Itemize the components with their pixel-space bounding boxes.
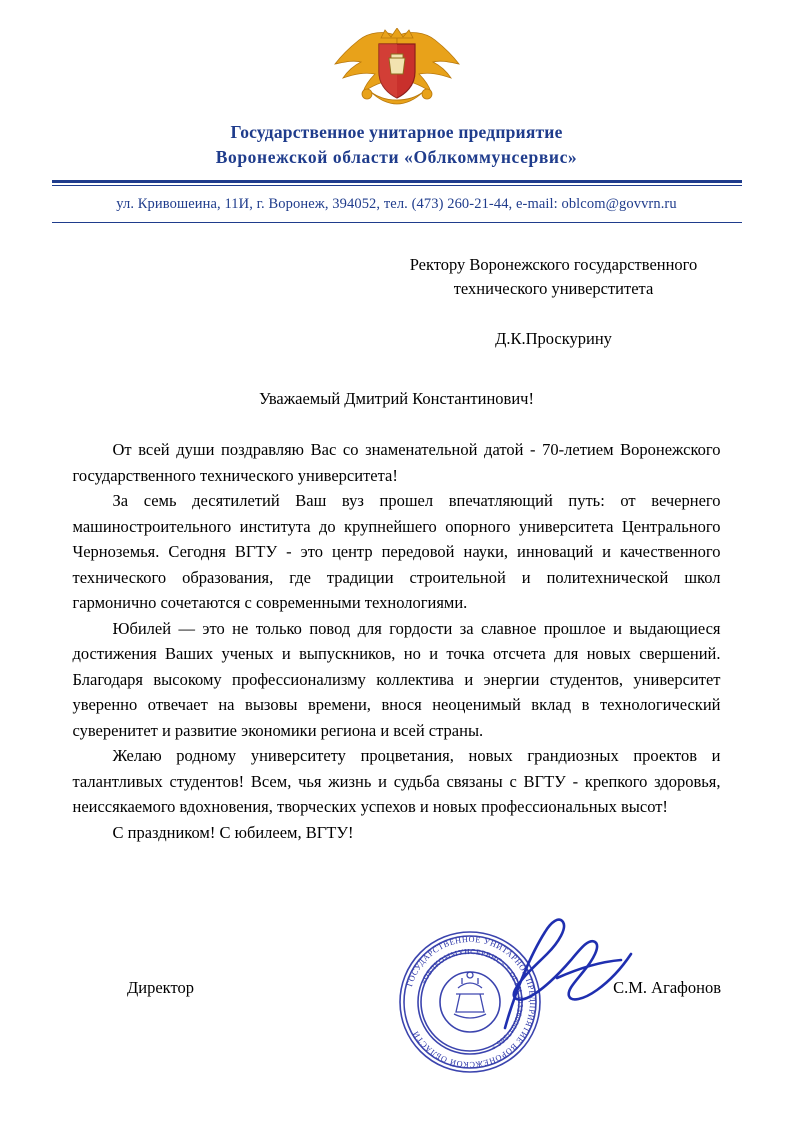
signer-name: С.М. Агафонов	[613, 978, 721, 997]
paragraph-3: Юбилей — это не только повод для гордости за славное прошлое и выдающиеся достижения Ваших ученых и выпускников, но и точка отсчета для новых свершений. Благодаря высокому профессионализму коллектива и энергии студентов, университет уверенно отвечает на вызовы времени, внося неоценимый вклад в технологический суверенитет и развитие экономики региона и всей страны.	[72, 618, 721, 740]
paragraph-4: Желаю родному университету процветания, новых грандиозных проектов и талантливых студентов! Всем, чья жизнь и судьба связаны с ВГТУ - крепкого здоровья, неиссякаемого вдохновения, творческих успехов и новых профессиональных высот!	[72, 746, 721, 816]
letter-body	[73, 223, 721, 845]
signature-row	[0, 978, 793, 1018]
addressee-line1: Ректору Воронежского государственного	[409, 255, 698, 274]
paragraph-5: С праздником! С юбилеем, ВГТУ!	[112, 822, 354, 842]
handwritten-signature	[497, 908, 647, 1038]
organization-title-line1: Государственное унитарное предприятие	[230, 122, 563, 142]
paragraph-1: От всей души поздравляю Вас со знаменательной датой - 70-летием Воронежского государственного технического университета!	[72, 440, 721, 485]
header-divider-top	[52, 180, 742, 186]
addressee-line2: технического универститета	[453, 279, 654, 298]
paragraph-2: За семь десятилетий Ваш вуз прошел впечатляющий путь: от вечернего машиностроительного института до крупнейшего опорного университета Центрального Черноземья. Сегодня ВГТУ - это центр передовой науки, инноваций и качественного технического образования, где традиции строительной и политехнической школ гармонично сочетаются с современными технологиями.	[72, 491, 721, 612]
letterhead	[0, 0, 793, 223]
salutation: Уважаемый Дмитрий Константинович!	[259, 388, 534, 408]
addressee-block	[389, 253, 719, 301]
organization-title	[0, 120, 793, 170]
svg-text:«ОБЛКОММУНСЕРВИС» * ОГРН 10336: «ОБЛКОММУНСЕРВИС» * ОГРН 1033600047566 *	[418, 946, 526, 1052]
coat-of-arms-icon	[0, 26, 793, 108]
organization-contacts: ул. Кривошеина, 11И, г. Воронеж, 394052, тел. (473) 260-21-44, e-mail: oblcom@govvrn.ru	[116, 196, 677, 212]
svg-text:ГОСУДАРСТВЕННОЕ УНИТАРНОЕ ПРЕД: ГОСУДАРСТВЕННОЕ УНИТАРНОЕ ПРЕДПРИЯТИЕ ВОРОНЕЖСКОЙ ОБЛАСТИ	[405, 934, 538, 1070]
addressee-name: Д.К.Проскурину	[495, 329, 612, 348]
organization-title-line2: Воронежской области «Облкоммунсервис»	[215, 147, 578, 167]
signer-title: Директор	[127, 978, 194, 997]
